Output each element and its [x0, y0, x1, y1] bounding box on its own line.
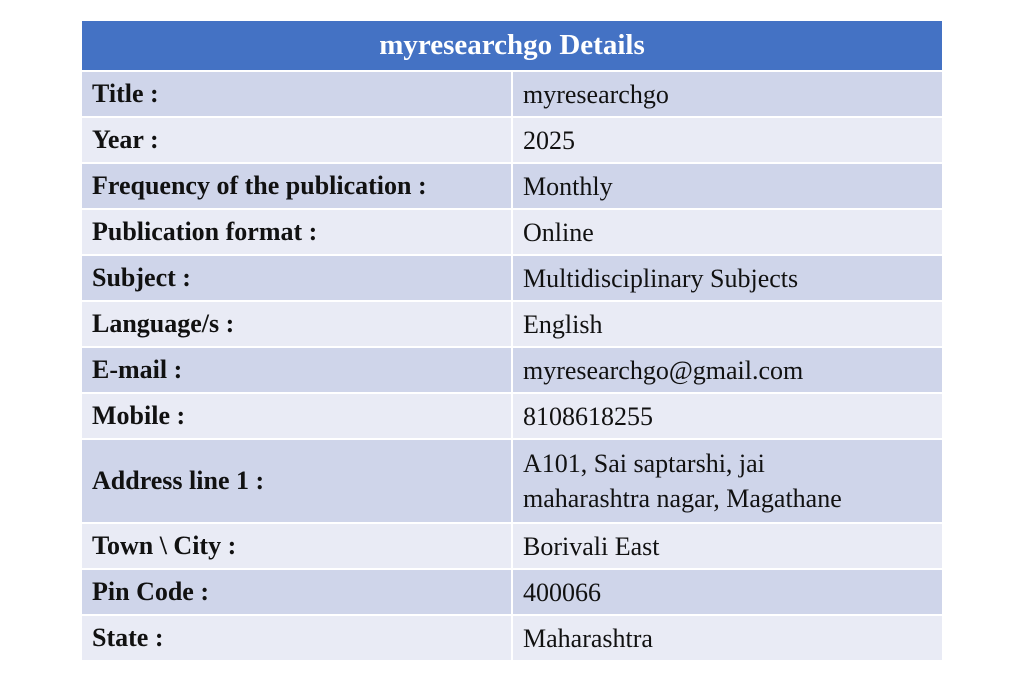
table-row-frequency	[81, 163, 943, 209]
row-value: Online	[512, 209, 943, 255]
row-value: Borivali East	[512, 523, 943, 569]
row-label: Subject :	[81, 255, 512, 301]
row-label: Title :	[81, 71, 512, 117]
row-label: Frequency of the publication :	[81, 163, 512, 209]
row-label: Pin Code :	[81, 569, 512, 615]
table-row-state	[81, 615, 943, 661]
row-label: Address line 1 :	[81, 439, 512, 523]
table-row-subject	[81, 255, 943, 301]
row-value: English	[512, 301, 943, 347]
row-value: myresearchgo	[512, 71, 943, 117]
row-value: 400066	[512, 569, 943, 615]
row-label: Year :	[81, 117, 512, 163]
row-label: Town \ City :	[81, 523, 512, 569]
row-value: 2025	[512, 117, 943, 163]
row-label: E-mail :	[81, 347, 512, 393]
table-row-city	[81, 523, 943, 569]
table-row-mobile	[81, 393, 943, 439]
address-line: A101, Sai saptarshi, jai	[523, 449, 765, 478]
row-label: Language/s :	[81, 301, 512, 347]
table-header-row	[81, 20, 943, 71]
table-title: myresearchgo Details	[81, 20, 943, 71]
details-table	[80, 19, 944, 662]
row-value: myresearchgo@gmail.com	[512, 347, 943, 393]
table-row-email	[81, 347, 943, 393]
table-row-language	[81, 301, 943, 347]
row-value	[512, 439, 943, 523]
table-row-address	[81, 439, 943, 523]
table-row-year	[81, 117, 943, 163]
row-value: Multidisciplinary Subjects	[512, 255, 943, 301]
row-label: Mobile :	[81, 393, 512, 439]
row-label: State :	[81, 615, 512, 661]
row-label: Publication format :	[81, 209, 512, 255]
row-value: Maharashtra	[512, 615, 943, 661]
row-value: Monthly	[512, 163, 943, 209]
table-row-title	[81, 71, 943, 117]
row-value: 8108618255	[512, 393, 943, 439]
table-row-format	[81, 209, 943, 255]
address-line: maharashtra nagar, Magathane	[523, 484, 842, 513]
table-row-pin-code	[81, 569, 943, 615]
